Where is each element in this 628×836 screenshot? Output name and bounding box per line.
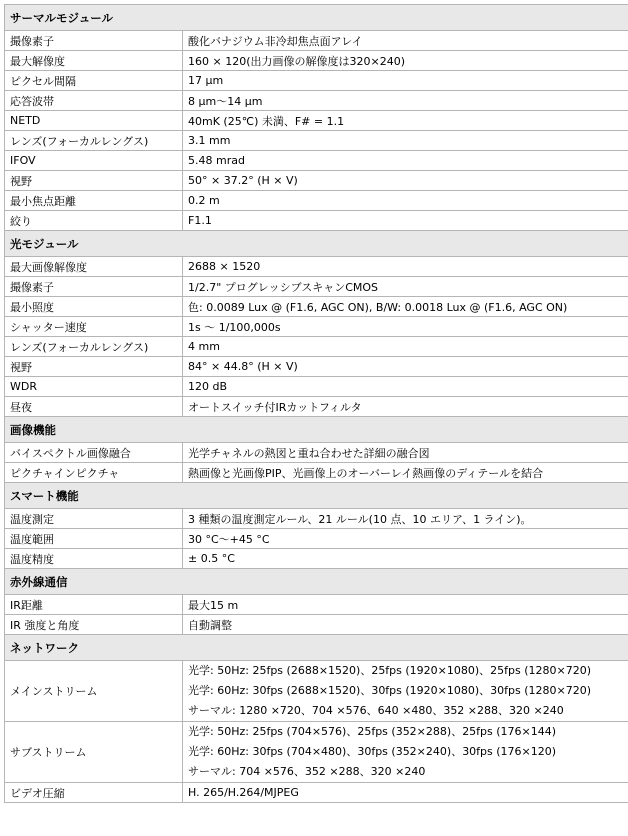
spec-row <box>5 71 628 91</box>
spec-row <box>5 297 628 317</box>
spec-label: IR 強度と角度 <box>5 615 183 635</box>
spec-label: 撮像素子 <box>5 31 183 51</box>
section-header <box>5 569 628 595</box>
spec-row <box>5 151 628 171</box>
spec-value-line: 光学: 50Hz: 25fps (2688×1520)、25fps (1920×1080)、25fps (1280×720) <box>188 664 592 677</box>
spec-label: 最小焦点距離 <box>5 191 183 211</box>
spec-table-body <box>5 5 628 803</box>
spec-row <box>5 509 628 529</box>
spec-label: IR距離 <box>5 595 183 615</box>
spec-row <box>5 91 628 111</box>
spec-label: IFOV <box>5 151 183 171</box>
spec-row <box>5 31 628 51</box>
spec-label: 視野 <box>5 171 183 191</box>
section-header <box>5 231 628 257</box>
spec-label: 最大画像解像度 <box>5 257 183 277</box>
spec-label: 温度精度 <box>5 549 183 569</box>
spec-value: F1.1 <box>183 211 628 231</box>
spec-value-line: 光学: 50Hz: 25fps (704×576)、25fps (352×288)、25fps (176×144) <box>188 725 557 738</box>
spec-value: 光学チャネルの熱図と重ね合わせた詳細の融合図 <box>183 443 628 463</box>
spec-label: 視野 <box>5 357 183 377</box>
spec-value: 17 μm <box>183 71 628 91</box>
spec-row <box>5 257 628 277</box>
spec-row <box>5 463 628 483</box>
spec-value: 自動調整 <box>183 615 628 635</box>
section-title: スマート機能 <box>5 483 628 509</box>
spec-value: 2688 × 1520 <box>183 257 628 277</box>
spec-value: 8 μm～14 μm <box>183 91 628 111</box>
spec-label: 最小照度 <box>5 297 183 317</box>
spec-label: バイスペクトル画像融合 <box>5 443 183 463</box>
spec-label: メインストリーム <box>5 661 183 722</box>
spec-row <box>5 317 628 337</box>
spec-value: 1s ～ 1/100,000s <box>183 317 628 337</box>
spec-value: 0.2 m <box>183 191 628 211</box>
section-title: 光モジュール <box>5 231 628 257</box>
spec-row <box>5 357 628 377</box>
spec-value: 84° × 44.8° (H × V) <box>183 357 628 377</box>
spec-label: 応答波帯 <box>5 91 183 111</box>
spec-label: シャッター速度 <box>5 317 183 337</box>
spec-value-line: 光学: 60Hz: 30fps (704×480)、30fps (352×240)、30fps (176×120) <box>188 745 557 758</box>
spec-label: 撮像素子 <box>5 277 183 297</box>
section-title: サーマルモジュール <box>5 5 628 31</box>
section-header <box>5 417 628 443</box>
spec-sheet <box>4 4 628 803</box>
spec-value: 5.48 mrad <box>183 151 628 171</box>
section-title: ネットワーク <box>5 635 628 661</box>
section-header <box>5 483 628 509</box>
spec-value <box>183 722 628 783</box>
spec-value: 40mK (25℃) 未満、F# = 1.1 <box>183 111 628 131</box>
spec-value: オートスイッチ付IRカットフィルタ <box>183 397 628 417</box>
spec-row <box>5 337 628 357</box>
spec-label: ビデオ圧縮 <box>5 783 183 803</box>
spec-value: 酸化バナジウム非冷却焦点面アレイ <box>183 31 628 51</box>
spec-label: サブストリーム <box>5 722 183 783</box>
spec-value <box>183 661 628 722</box>
spec-row <box>5 443 628 463</box>
spec-label: NETD <box>5 111 183 131</box>
spec-table <box>4 4 628 803</box>
spec-label: WDR <box>5 377 183 397</box>
spec-label: 絞り <box>5 211 183 231</box>
spec-row <box>5 277 628 297</box>
spec-row <box>5 111 628 131</box>
spec-label: レンズ(フォーカルレングス) <box>5 131 183 151</box>
spec-value: 120 dB <box>183 377 628 397</box>
spec-row <box>5 171 628 191</box>
spec-label: ピクセル間隔 <box>5 71 183 91</box>
section-header <box>5 5 628 31</box>
spec-value-line: サーマル: 704 ×576、352 ×288、320 ×240 <box>188 765 426 778</box>
spec-value: 50° × 37.2° (H × V) <box>183 171 628 191</box>
spec-value: 熱画像と光画像PIP、光画像上のオーバーレイ熱画像のディテールを結合 <box>183 463 628 483</box>
spec-label: ピクチャインピクチャ <box>5 463 183 483</box>
spec-label: 温度測定 <box>5 509 183 529</box>
spec-value: 最大15 m <box>183 595 628 615</box>
section-header <box>5 635 628 661</box>
spec-row <box>5 131 628 151</box>
spec-row <box>5 191 628 211</box>
spec-label: 昼夜 <box>5 397 183 417</box>
spec-label: 温度範囲 <box>5 529 183 549</box>
spec-row <box>5 397 628 417</box>
section-title: 画像機能 <box>5 417 628 443</box>
spec-value: H. 265/H.264/MJPEG <box>183 783 628 803</box>
spec-row <box>5 783 628 803</box>
spec-row <box>5 661 628 722</box>
spec-value: 30 °C～+45 °C <box>183 529 628 549</box>
spec-value: 4 mm <box>183 337 628 357</box>
spec-value-line: サーマル: 1280 ×720、704 ×576、640 ×480、352 ×288、320 ×240 <box>188 704 564 717</box>
spec-row <box>5 722 628 783</box>
spec-row <box>5 51 628 71</box>
spec-value-line: 光学: 60Hz: 30fps (2688×1520)、30fps (1920×1080)、30fps (1280×720) <box>188 684 592 697</box>
spec-value: ± 0.5 °C <box>183 549 628 569</box>
spec-row <box>5 549 628 569</box>
spec-row <box>5 211 628 231</box>
spec-value: 3.1 mm <box>183 131 628 151</box>
spec-label: レンズ(フォーカルレングス) <box>5 337 183 357</box>
spec-row <box>5 377 628 397</box>
spec-row <box>5 615 628 635</box>
section-title: 赤外線通信 <box>5 569 628 595</box>
spec-value: 160 × 120(出力画像の解像度は320×240) <box>183 51 628 71</box>
spec-row <box>5 595 628 615</box>
spec-row <box>5 529 628 549</box>
spec-value: 3 種類の温度測定ルール、21 ルール(10 点、10 エリア、1 ライン)。 <box>183 509 628 529</box>
spec-value: 1/2.7" プログレッシブスキャンCMOS <box>183 277 628 297</box>
spec-label: 最大解像度 <box>5 51 183 71</box>
spec-value: 色: 0.0089 Lux @ (F1.6, AGC ON), B/W: 0.0018 Lux @ (F1.6, AGC ON) <box>183 297 628 317</box>
